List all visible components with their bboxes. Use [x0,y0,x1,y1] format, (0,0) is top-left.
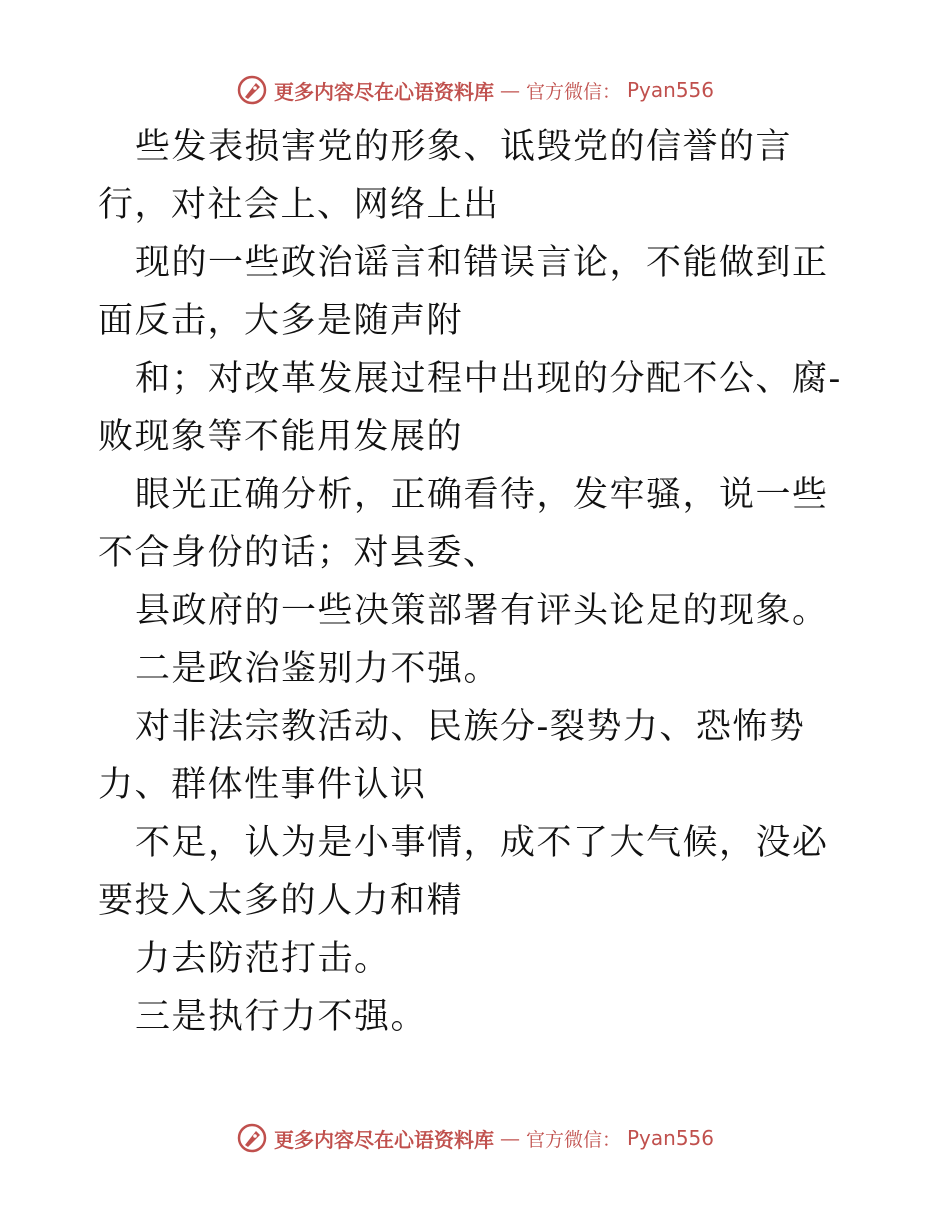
paragraph-line: 入太多的人力和精 [171,881,464,921]
paragraph-line: 二是政治鉴别力不强。 [135,649,501,689]
footer-watermark [0,1118,950,1158]
paragraph-line: 身份的话；对县委、 [171,533,500,573]
watermark-wechat-label: 官方微信： [525,1128,621,1151]
paragraph [0,582,950,640]
paragraph-line: 现的一些政治谣言和错误言论，不能做到正面反 [98,243,829,341]
paragraph [0,698,950,814]
watermark-wechat-label: 官方微信： [525,80,621,103]
paragraph [0,814,950,930]
paragraph [0,640,950,698]
pen-nib-logo-icon [236,1122,268,1154]
watermark-brand-text: 更多内容尽在心语资料库 [273,1127,494,1152]
paragraph [0,930,950,988]
paragraph-line: 眼光正确分析，正确看待，发牢骚，说一些不合 [98,475,829,573]
watermark-wechat-id: Pyan556 [627,1126,715,1150]
watermark-wechat-id: Pyan556 [627,78,715,102]
watermark-separator: — [499,1126,520,1150]
paragraph [0,350,950,466]
paragraph-line: 社会上、网络上出 [207,185,500,225]
pen-nib-logo-icon [236,74,268,106]
paragraph-line: 和；对改革发展过程中出现的分配不公、腐-败 [98,359,842,457]
paragraph-line: 些发表损害党的形象、诋毁党的信誉的言行，对 [98,127,793,225]
paragraph-line: 不足，认为是小事情，成不了大气候，没必要投 [98,823,829,921]
paragraph [0,118,950,234]
paragraph-line: 力去防范打击。 [135,939,391,979]
paragraph-line: 三是执行力不强。 [135,997,428,1037]
paragraph [0,988,950,1046]
paragraph-line: 击，大多是随声附 [171,301,464,341]
document-body [0,118,950,1046]
paragraph-line: 县政府的一些决策部署有评头论足的现象。 [135,591,829,631]
paragraph [0,466,950,582]
watermark-brand-text: 更多内容尽在心语资料库 [273,79,494,104]
watermark-separator: — [499,78,520,102]
paragraph-line: 现象等不能用发展的 [134,417,464,457]
header-watermark [0,70,950,110]
paragraph-line: 对非法宗教活动、民族分-裂势力、恐怖势力、 [98,707,806,805]
paragraph [0,234,950,350]
paragraph-line: 群体性事件认识 [171,765,427,805]
